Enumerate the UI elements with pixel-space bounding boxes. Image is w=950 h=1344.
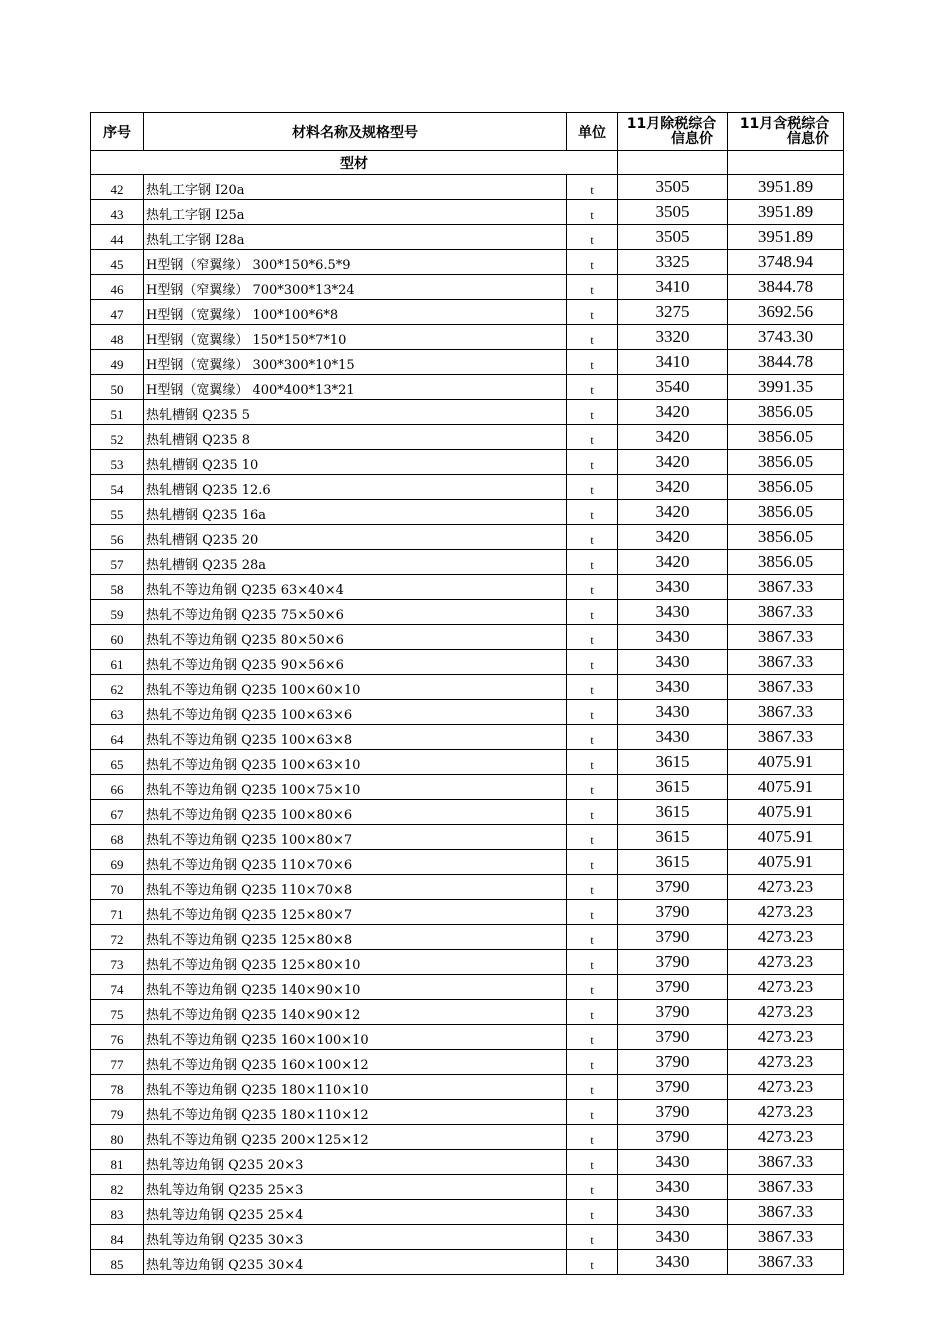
row-price-ex-tax: 3430 (618, 725, 728, 750)
row-price-inc-tax: 3867.33 (728, 675, 844, 700)
row-price-ex-tax: 3790 (618, 1050, 728, 1075)
category-label: 型材 (91, 151, 618, 175)
table-row (91, 475, 844, 500)
row-price-ex-tax: 3430 (618, 675, 728, 700)
row-name: 热轧不等边角钢 Q235 80×50×6 (144, 625, 567, 650)
row-name: 热轧等边角钢 Q235 30×4 (144, 1250, 567, 1275)
table-row (91, 575, 844, 600)
row-unit: t (567, 225, 618, 250)
table-row (91, 1200, 844, 1225)
row-seq: 58 (91, 575, 144, 600)
table-row (91, 825, 844, 850)
row-price-inc-tax: 3867.33 (728, 1225, 844, 1250)
row-unit: t (567, 1200, 618, 1225)
table-header (91, 113, 844, 151)
row-price-inc-tax: 4273.23 (728, 900, 844, 925)
row-seq: 49 (91, 350, 144, 375)
row-unit: t (567, 850, 618, 875)
row-price-inc-tax: 4273.23 (728, 1000, 844, 1025)
row-name: 热轧等边角钢 Q235 25×4 (144, 1200, 567, 1225)
table-row (91, 675, 844, 700)
row-seq: 45 (91, 250, 144, 275)
row-seq: 46 (91, 275, 144, 300)
row-unit: t (567, 175, 618, 200)
price-table (90, 112, 844, 1275)
table-row (91, 400, 844, 425)
row-unit: t (567, 500, 618, 525)
header-price-inc-tax-line2: 信息价 (787, 130, 829, 147)
row-seq: 56 (91, 525, 144, 550)
table-row (91, 875, 844, 900)
row-seq: 42 (91, 175, 144, 200)
row-unit: t (567, 575, 618, 600)
row-name: H型钢（宽翼缘） 100*100*6*8 (144, 300, 567, 325)
table-row (91, 525, 844, 550)
row-name: H型钢（宽翼缘） 300*300*10*15 (144, 350, 567, 375)
row-name: 热轧不等边角钢 Q235 160×100×12 (144, 1050, 567, 1075)
row-price-ex-tax: 3430 (618, 1200, 728, 1225)
row-seq: 80 (91, 1125, 144, 1150)
row-price-ex-tax: 3790 (618, 950, 728, 975)
row-price-inc-tax: 3856.05 (728, 525, 844, 550)
row-unit: t (567, 300, 618, 325)
row-seq: 55 (91, 500, 144, 525)
row-name: 热轧槽钢 Q235 12.6 (144, 475, 567, 500)
row-price-inc-tax: 3844.78 (728, 350, 844, 375)
row-name: 热轧等边角钢 Q235 30×3 (144, 1225, 567, 1250)
row-seq: 84 (91, 1225, 144, 1250)
row-unit: t (567, 650, 618, 675)
table-row (91, 925, 844, 950)
row-seq: 74 (91, 975, 144, 1000)
row-seq: 68 (91, 825, 144, 850)
row-seq: 81 (91, 1150, 144, 1175)
table-row (91, 775, 844, 800)
row-price-inc-tax: 4273.23 (728, 1025, 844, 1050)
category-empty-cell (728, 151, 844, 175)
row-price-ex-tax: 3420 (618, 450, 728, 475)
row-price-ex-tax: 3420 (618, 425, 728, 450)
row-price-ex-tax: 3430 (618, 625, 728, 650)
row-price-inc-tax: 4273.23 (728, 950, 844, 975)
row-seq: 54 (91, 475, 144, 500)
table-row (91, 1025, 844, 1050)
table-row (91, 975, 844, 1000)
table-row (91, 300, 844, 325)
row-seq: 51 (91, 400, 144, 425)
table-row (91, 1000, 844, 1025)
table-row (91, 900, 844, 925)
row-unit: t (567, 475, 618, 500)
row-price-inc-tax: 3856.05 (728, 450, 844, 475)
row-price-ex-tax: 3615 (618, 850, 728, 875)
row-seq: 63 (91, 700, 144, 725)
row-seq: 61 (91, 650, 144, 675)
table-row (91, 450, 844, 475)
row-unit: t (567, 450, 618, 475)
table-row (91, 725, 844, 750)
row-price-ex-tax: 3430 (618, 1250, 728, 1275)
row-price-inc-tax: 4075.91 (728, 800, 844, 825)
header-price-ex-tax-line2: 信息价 (671, 130, 713, 147)
header-unit: 单位 (567, 113, 618, 151)
row-name: 热轧槽钢 Q235 28a (144, 550, 567, 575)
header-price-ex-tax (618, 113, 728, 151)
row-name: 热轧不等边角钢 Q235 125×80×10 (144, 950, 567, 975)
row-price-ex-tax: 3505 (618, 175, 728, 200)
row-unit: t (567, 1175, 618, 1200)
row-price-inc-tax: 3991.35 (728, 375, 844, 400)
row-seq: 44 (91, 225, 144, 250)
header-price-ex-tax-line1: 11月除税综合 (626, 115, 717, 132)
row-name: 热轧不等边角钢 Q235 100×63×10 (144, 750, 567, 775)
row-price-ex-tax: 3320 (618, 325, 728, 350)
row-price-ex-tax: 3615 (618, 825, 728, 850)
row-unit: t (567, 600, 618, 625)
table-row (91, 1175, 844, 1200)
table-row (91, 600, 844, 625)
row-unit: t (567, 1025, 618, 1050)
row-name: 热轧不等边角钢 Q235 100×60×10 (144, 675, 567, 700)
row-price-inc-tax: 4273.23 (728, 1075, 844, 1100)
header-name: 材料名称及规格型号 (144, 113, 567, 151)
row-unit: t (567, 550, 618, 575)
row-seq: 70 (91, 875, 144, 900)
row-price-ex-tax: 3430 (618, 650, 728, 675)
row-price-inc-tax: 3743.30 (728, 325, 844, 350)
row-price-ex-tax: 3430 (618, 1175, 728, 1200)
table-row (91, 1100, 844, 1125)
table-row (91, 650, 844, 675)
row-seq: 64 (91, 725, 144, 750)
row-seq: 62 (91, 675, 144, 700)
row-name: 热轧槽钢 Q235 5 (144, 400, 567, 425)
row-price-inc-tax: 4273.23 (728, 1050, 844, 1075)
header-price-inc-tax-line1: 11月含税综合 (739, 115, 830, 132)
row-price-ex-tax: 3325 (618, 250, 728, 275)
row-name: 热轧等边角钢 Q235 20×3 (144, 1150, 567, 1175)
row-price-inc-tax: 3867.33 (728, 700, 844, 725)
row-unit: t (567, 1125, 618, 1150)
row-name: 热轧不等边角钢 Q235 100×63×8 (144, 725, 567, 750)
table-row (91, 200, 844, 225)
table-row (91, 500, 844, 525)
row-price-inc-tax: 3951.89 (728, 175, 844, 200)
row-unit: t (567, 525, 618, 550)
table-row (91, 250, 844, 275)
row-price-inc-tax: 3867.33 (728, 625, 844, 650)
row-price-ex-tax: 3420 (618, 500, 728, 525)
row-price-ex-tax: 3790 (618, 1000, 728, 1025)
table-row (91, 550, 844, 575)
row-price-ex-tax: 3790 (618, 1075, 728, 1100)
row-name: 热轧槽钢 Q235 8 (144, 425, 567, 450)
row-price-inc-tax: 3951.89 (728, 225, 844, 250)
row-name: 热轧不等边角钢 Q235 110×70×6 (144, 850, 567, 875)
row-unit: t (567, 1250, 618, 1275)
row-price-inc-tax: 3856.05 (728, 475, 844, 500)
row-name: 热轧不等边角钢 Q235 100×63×6 (144, 700, 567, 725)
row-seq: 43 (91, 200, 144, 225)
row-price-inc-tax: 4075.91 (728, 825, 844, 850)
row-seq: 71 (91, 900, 144, 925)
row-seq: 65 (91, 750, 144, 775)
row-name: 热轧不等边角钢 Q235 100×75×10 (144, 775, 567, 800)
row-name: 热轧等边角钢 Q235 25×3 (144, 1175, 567, 1200)
row-name: 热轧不等边角钢 Q235 110×70×8 (144, 875, 567, 900)
row-unit: t (567, 325, 618, 350)
row-price-ex-tax: 3410 (618, 350, 728, 375)
row-seq: 57 (91, 550, 144, 575)
row-price-ex-tax: 3420 (618, 525, 728, 550)
row-seq: 77 (91, 1050, 144, 1075)
row-price-ex-tax: 3410 (618, 275, 728, 300)
table-row (91, 1050, 844, 1075)
row-price-inc-tax: 3867.33 (728, 1200, 844, 1225)
table-row (91, 1225, 844, 1250)
row-price-inc-tax: 3856.05 (728, 500, 844, 525)
row-seq: 85 (91, 1250, 144, 1275)
row-unit: t (567, 250, 618, 275)
row-name: 热轧不等边角钢 Q235 63×40×4 (144, 575, 567, 600)
row-price-inc-tax: 3867.33 (728, 600, 844, 625)
row-unit: t (567, 800, 618, 825)
table-row (91, 1250, 844, 1275)
row-price-ex-tax: 3420 (618, 550, 728, 575)
row-unit: t (567, 275, 618, 300)
row-seq: 78 (91, 1075, 144, 1100)
header-price-inc-tax (728, 113, 844, 151)
row-seq: 75 (91, 1000, 144, 1025)
table-row (91, 1125, 844, 1150)
row-name: 热轧不等边角钢 Q235 140×90×12 (144, 1000, 567, 1025)
row-name: 热轧工字钢 I25a (144, 200, 567, 225)
row-name: 热轧槽钢 Q235 10 (144, 450, 567, 475)
row-seq: 76 (91, 1025, 144, 1050)
row-price-inc-tax: 3951.89 (728, 200, 844, 225)
row-unit: t (567, 825, 618, 850)
category-row (91, 151, 844, 175)
row-price-ex-tax: 3430 (618, 1150, 728, 1175)
row-price-inc-tax: 3867.33 (728, 1250, 844, 1275)
row-price-ex-tax: 3615 (618, 750, 728, 775)
row-name: 热轧不等边角钢 Q235 200×125×12 (144, 1125, 567, 1150)
row-seq: 47 (91, 300, 144, 325)
row-name: H型钢（窄翼缘） 700*300*13*24 (144, 275, 567, 300)
header-seq: 序号 (91, 113, 144, 151)
row-unit: t (567, 675, 618, 700)
row-price-inc-tax: 4273.23 (728, 1100, 844, 1125)
row-name: 热轧不等边角钢 Q235 100×80×6 (144, 800, 567, 825)
row-price-ex-tax: 3615 (618, 775, 728, 800)
row-price-inc-tax: 3867.33 (728, 1175, 844, 1200)
row-price-inc-tax: 3867.33 (728, 575, 844, 600)
row-seq: 50 (91, 375, 144, 400)
row-name: 热轧不等边角钢 Q235 125×80×8 (144, 925, 567, 950)
row-name: 热轧不等边角钢 Q235 140×90×10 (144, 975, 567, 1000)
row-unit: t (567, 950, 618, 975)
row-price-inc-tax: 3748.94 (728, 250, 844, 275)
table-row (91, 625, 844, 650)
row-unit: t (567, 925, 618, 950)
row-seq: 53 (91, 450, 144, 475)
row-name: H型钢（窄翼缘） 300*150*6.5*9 (144, 250, 567, 275)
row-price-ex-tax: 3275 (618, 300, 728, 325)
row-price-ex-tax: 3420 (618, 475, 728, 500)
row-seq: 83 (91, 1200, 144, 1225)
row-name: 热轧工字钢 I20a (144, 175, 567, 200)
table-row (91, 225, 844, 250)
row-unit: t (567, 975, 618, 1000)
row-name: 热轧不等边角钢 Q235 160×100×10 (144, 1025, 567, 1050)
row-price-inc-tax: 3856.05 (728, 425, 844, 450)
row-unit: t (567, 1050, 618, 1075)
row-price-ex-tax: 3790 (618, 1125, 728, 1150)
table-row (91, 700, 844, 725)
row-name: 热轧工字钢 I28a (144, 225, 567, 250)
row-seq: 82 (91, 1175, 144, 1200)
row-unit: t (567, 1150, 618, 1175)
row-price-ex-tax: 3430 (618, 575, 728, 600)
row-unit: t (567, 1000, 618, 1025)
row-price-ex-tax: 3505 (618, 225, 728, 250)
row-unit: t (567, 900, 618, 925)
row-name: H型钢（宽翼缘） 150*150*7*10 (144, 325, 567, 350)
row-unit: t (567, 700, 618, 725)
table-row (91, 175, 844, 200)
row-price-inc-tax: 4273.23 (728, 975, 844, 1000)
row-price-inc-tax: 3856.05 (728, 400, 844, 425)
row-price-ex-tax: 3790 (618, 900, 728, 925)
row-name: 热轧不等边角钢 Q235 125×80×7 (144, 900, 567, 925)
table-row (91, 800, 844, 825)
row-seq: 72 (91, 925, 144, 950)
row-price-ex-tax: 3430 (618, 600, 728, 625)
row-unit: t (567, 375, 618, 400)
row-price-ex-tax: 3430 (618, 1225, 728, 1250)
table-row (91, 750, 844, 775)
row-seq: 48 (91, 325, 144, 350)
row-seq: 69 (91, 850, 144, 875)
row-seq: 79 (91, 1100, 144, 1125)
table-row (91, 325, 844, 350)
row-seq: 66 (91, 775, 144, 800)
row-price-inc-tax: 3867.33 (728, 650, 844, 675)
row-name: 热轧不等边角钢 Q235 90×56×6 (144, 650, 567, 675)
row-price-inc-tax: 3692.56 (728, 300, 844, 325)
table-row (91, 1075, 844, 1100)
row-name: H型钢（宽翼缘） 400*400*13*21 (144, 375, 567, 400)
row-unit: t (567, 625, 618, 650)
row-price-ex-tax: 3540 (618, 375, 728, 400)
row-price-inc-tax: 4273.23 (728, 1125, 844, 1150)
table-body (91, 151, 844, 1275)
row-price-inc-tax: 3867.33 (728, 725, 844, 750)
row-name: 热轧不等边角钢 Q235 180×110×10 (144, 1075, 567, 1100)
row-unit: t (567, 425, 618, 450)
row-name: 热轧槽钢 Q235 16a (144, 500, 567, 525)
table-row (91, 375, 844, 400)
table-row (91, 275, 844, 300)
row-unit: t (567, 725, 618, 750)
row-price-ex-tax: 3615 (618, 800, 728, 825)
table-row (91, 425, 844, 450)
row-seq: 73 (91, 950, 144, 975)
row-price-ex-tax: 3790 (618, 875, 728, 900)
row-price-inc-tax: 4075.91 (728, 850, 844, 875)
row-name: 热轧不等边角钢 Q235 180×110×12 (144, 1100, 567, 1125)
row-unit: t (567, 1225, 618, 1250)
row-price-ex-tax: 3790 (618, 1025, 728, 1050)
row-price-inc-tax: 4075.91 (728, 775, 844, 800)
row-seq: 67 (91, 800, 144, 825)
row-name: 热轧不等边角钢 Q235 100×80×7 (144, 825, 567, 850)
row-price-ex-tax: 3790 (618, 925, 728, 950)
row-price-ex-tax: 3790 (618, 1100, 728, 1125)
row-price-ex-tax: 3430 (618, 700, 728, 725)
row-unit: t (567, 775, 618, 800)
table-row (91, 350, 844, 375)
table-row (91, 1150, 844, 1175)
row-seq: 59 (91, 600, 144, 625)
row-unit: t (567, 200, 618, 225)
row-price-inc-tax: 4075.91 (728, 750, 844, 775)
row-unit: t (567, 350, 618, 375)
row-price-inc-tax: 4273.23 (728, 875, 844, 900)
row-name: 热轧槽钢 Q235 20 (144, 525, 567, 550)
row-unit: t (567, 875, 618, 900)
row-seq: 60 (91, 625, 144, 650)
category-empty-cell (618, 151, 728, 175)
row-price-ex-tax: 3790 (618, 975, 728, 1000)
row-price-ex-tax: 3505 (618, 200, 728, 225)
row-price-inc-tax: 4273.23 (728, 925, 844, 950)
row-unit: t (567, 400, 618, 425)
row-price-inc-tax: 3844.78 (728, 275, 844, 300)
row-name: 热轧不等边角钢 Q235 75×50×6 (144, 600, 567, 625)
row-seq: 52 (91, 425, 144, 450)
table-row (91, 950, 844, 975)
row-unit: t (567, 1100, 618, 1125)
row-price-ex-tax: 3420 (618, 400, 728, 425)
row-unit: t (567, 1075, 618, 1100)
table-row (91, 850, 844, 875)
header-row (91, 113, 844, 151)
row-price-inc-tax: 3856.05 (728, 550, 844, 575)
row-price-inc-tax: 3867.33 (728, 1150, 844, 1175)
row-unit: t (567, 750, 618, 775)
